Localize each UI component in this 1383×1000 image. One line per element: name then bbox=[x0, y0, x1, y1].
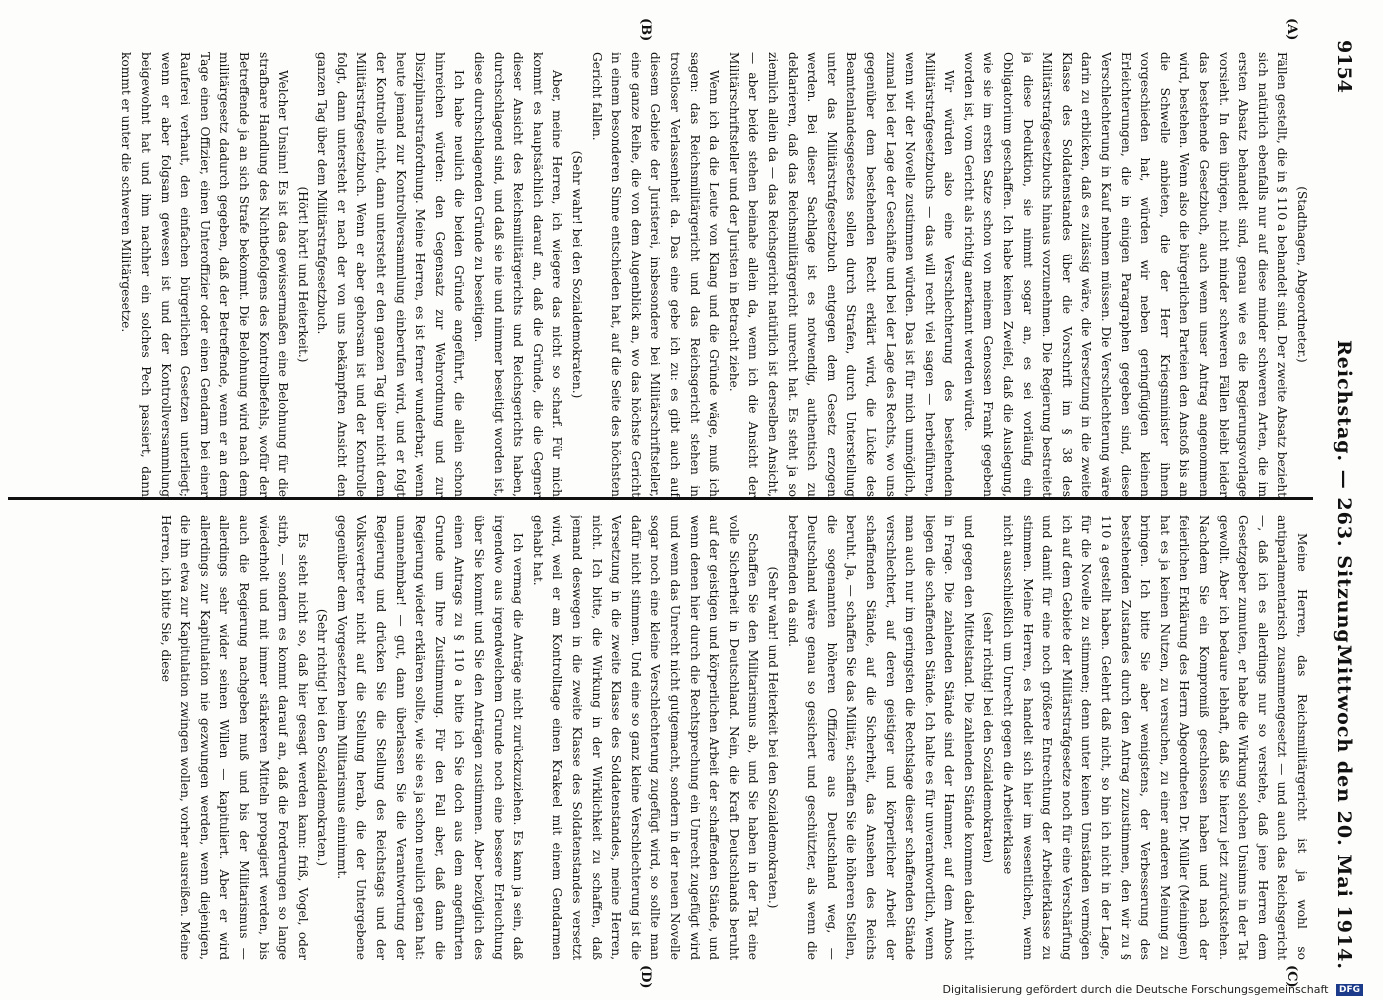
paragraph: (Sehr wahr! und Heiterkeit bei den Sozialdemokraten.) bbox=[765, 566, 780, 909]
margin-marker-a: (A) bbox=[1284, 18, 1299, 41]
column-divider bbox=[8, 497, 1313, 500]
margin-marker-c: (C) bbox=[1284, 965, 1299, 988]
page-title: Reichstag. — 263. Sitzung. bbox=[1333, 340, 1355, 652]
credit-text: Digitalisierung gefördert durch die Deutsche Forschungsgemeinschaft bbox=[942, 983, 1329, 996]
page-number: 9154 bbox=[1333, 40, 1355, 93]
left-column bbox=[11, 52, 1311, 497]
paragraph: (Sehr wahr! bei den Sozialdemokraten.) bbox=[570, 150, 585, 399]
margin-marker-d: (D) bbox=[638, 965, 653, 989]
paragraph: Wenn ich da die Leute von Klang und die Gründe wäge, muß ich sagen: das Reichsmilitärgericht und das Reichsgericht stehen in trostloser Verlassenheit da. Das eine gebe ich zu: es gibt auch auf diesem Gebiete der Juristerei, insbesondere bei Militärschriftsteller, eine ganze Reihe, die von dem Augenblick an, wo das höchste Gericht in einem besonderen Sinne entschieden hat, auf die Seite des höchsten Gericht fallen. bbox=[589, 52, 722, 497]
paragraph: (Hört! hört! und Heiterkeit.) bbox=[295, 186, 310, 363]
paragraph: Fällen gestellt, die in § 110 a behandelt sind. Der zweite Absatz bezieht sich natürlich ebenfalls nur auf diese minder schweren Arten, die im ersten Absatz behandelt sind, genau wie es die Regierungsvorlage vorsieht. In den übrigen, nicht minder schweren Fällen bleibt leider das bestehende Gesetzbuch, auch wenn unser Antrag angenommen wird, bestehen. Wenn also die bürgerlichen Parteien den Anstoß bis an die Schwelle anbieten, die der Herr Kriegsminister ihnen vorgeschieden hat, würden wir neben geringfügigen kleinen Erleichterungen, die in einigen Paragraphen gegeben sind, diese Verschlechterung in Kauf nehmen müssen. Die Verschlechterung wäre darin zu erblicken, daß es zulässig wäre, die Versetzung in die zweite Klasse des Soldatenstandes über die Vorschrift im § 38 des Militärstrafgesetzbuchs hinaus vorzunehmen. Die Regierung bestreitet ja diese Deduktion, sie nimmt sogar an, es sei vorläufig ein Obligatorium geschaffen. Ich habe keinen Zweifel, daß die Auslegung, wie sie im ersten Satze schon von meinem Genossen Frank gegeben worden ist, vom Gericht als richtig anerkannt werden würde. bbox=[961, 52, 1290, 497]
paragraph: (Sehr richtig! bei den Sozialdemokraten.) bbox=[315, 608, 330, 867]
right-column bbox=[11, 515, 1311, 960]
paragraph: Meine Herren, das Reichsmilitärgericht ist ja wohl so antiparlamentarisch zusammengesetzt — und auch das Reichsgericht —, daß ich es allerdings nur so verstehe, daß jene Herren dem Gesetzgeber zumuten, er habe die Wirkung solchen Unsinns in der Tat gewollt. Aber ich bedaure lebhaft, daß Sie hierzu jetzt zurückstehen. Nachdem Sie ein Kompromiß geschlossen haben und nach der feierlichen Erklärung des Herrn Abgeordneten Dr. Müller (Meiningen) hat es ja keinen Nutzen, zu versuchen, zu einer anderen Meinung zu bringen. Ich bitte Sie aber wenigstens, der Verbesserung des bestehenden Zustandes durch den Antrag zuzustimmen, den wir zu § 110 a gestellt haben. Gelehrt daß nicht, so bin ich nicht in der Lage, für die Novelle zu stimmen; denn unter keinen Umständen vermögen ich auf dem Gebiete der Militärstrafgesetze noch für eine Verschärfung und damit für eine noch größere Entrechtung der Arbeiterklasse zu stimmen. Meine Herren, es handelt sich hier im wesentlichen, wenn nicht ausschließlich um Unrecht gegen die Arbeiterklasse bbox=[1001, 515, 1309, 960]
digitization-credit bbox=[20, 983, 1363, 996]
page-date: Mittwoch den 20. Mai 1914. bbox=[1333, 645, 1355, 970]
paragraph: Welcher Unsinn! Es ist das gewissermaßen eine Belohnung für die strafbare Handlung des Nichtbefolgens des Kontrollbefehls, wofür der Betreffende ja an sich Strafe bekommt. Die Belohnung wird nach dem militärgesetz dadurch gegeben, daß der Betreffende, wenn er an dem Tage einen Offizier, einen Unteroffizier oder einen Gendarm bei einer Rauferei verhaut, den einfachen bürgerlichen Gesetzen unterliegt; wenn er aber folgsam gewesen ist und der Kontrollversammlung beigewohnt hat und ihm nachher ein solches Pech passiert, dann kommt er unter die schweren Militärgesetze. bbox=[119, 52, 291, 497]
paragraph: (Stadthagen, Abgeordneter.) bbox=[1295, 186, 1309, 363]
paragraph: Ich habe neulich die beiden Gründe angeführt, die allein schon hinreichen würden: den Gegensatz zur Wehrordnung und zur Disziplinarstrafordnung. Meine Herren, es ist ferner wunderbar, wenn heute jemand zur Kontrollversammlung einberufen wird, und er folgt der Kontrolle nicht, dann untersteht er den ganzen Tag über nicht dem Militärstrafgesetzbuch. Wenn er aber gehorsam ist und der Kontrolle folgt, dann untersteht er nach der von uns bekämpften Ansicht den ganzen Tag über dem Militärstrafgesetzbuch. bbox=[315, 52, 467, 497]
paragraph: Schaffen Sie den Militarismus ab, und Sie haben in der Tat eine volle Sicherheit in Deutschland. Nein, die Kraft Deutschlands beruht auf der geistigen und körperlichen Arbeit der schaffenden Stände, und wenn denen hier durch die Rechtsprechung ein Unrecht zugefügt wird und wenn das Unrecht nicht gutgemacht, sondern in der neuen Novelle sogar noch eine kleine Verschlechterung zugefügt wird, so sollte man dafür nicht stimmen. Und eine so ganz kleine Verschlechterung ist die Versetzung in die zweite Klasse des Soldatenstandes, meine Herren, nicht. Ich bitte, die Wirkung in der Wirklichkeit zu schaffen, daß jemand deswegen in die zweite Klasse des Soldatenstandes versetzt wird, weil er am Kontrolltage einen Krakeel mit einem Gendarmen gehabt hat. bbox=[530, 515, 761, 960]
dfg-logo: DFG bbox=[1336, 984, 1363, 996]
paragraph: und gegen den Mittelstand. Die zahlenden Stände kommen dabei nicht in Frage. Die zahlenden Stände sind der Hammer, auf dem Ambos liegen die schaffenden Stände. Ich halte es für unverantwortlich, wenn man auch nur im geringsten die Rechtslage dieser schaffenden Stände verschlechtert, auf deren geistiger und körperlicher Arbeit der schaffenden Stände, auf die Sicherheit, das Ansehen des Reichs beruht. Ja, — schaffen Sie das Militär, schaffen Sie die höheren Stellen, die sogenannten höheren Offiziere aus Deutschland weg, — Deutschland wäre genau so gesichert und geschützter, als wenn die betreffenden da sind. bbox=[785, 515, 976, 960]
margin-marker-b: (B) bbox=[638, 18, 653, 42]
paragraph: Aber, meine Herren, ich wiegere das nicht so scharf. Für mich kommt es hauptsächlich darauf an, daß die Gründe, die die Gegner dieser Ansicht des Reichsmilitärgerichts und Reichsgerichts haben, durchschlagend sind, und daß sie nie und nimmer beseitigt worden ist, diese durchschlagenden Gründe zu beseitigen. bbox=[472, 52, 565, 497]
paragraph: Ich vermag die Anträge nicht zurückzuziehen. Es kann ja sein, daß irgendwo aus irgendwelchem Grunde noch eine bessere Erleuchtung über Sie kommt und Sie den Anträgen zustimmen. Aber bezüglich des einen Antrags zu § 110 a bitte ich Sie doch aus dem angeführten Grunde um Ihre Zustimmung. Für den Fall aber, daß dann die Regierung wieder erklären sollte, wie sie es ja schon neulich getan hat: unannehmbar! — gut, dann überlassen Sie die Verantwortung der Regierung und drücken Sie die Stellung des Reichstags und der Volksvertreter nicht auf die Stellung herab, die der Untergebene gegenüber dem Vorgesetzten beim Militarismus einnimmt. bbox=[334, 515, 526, 960]
paragraph: Es steht nicht so, daß hier gesagt werden kann: friß, Vogel, oder stirb, — sondern es kommt darauf an, daß die Forderungen so lange wiederholt und mit immer stärkeren Mitteln propagiert werden, bis auch die Regierung nachgeben muß und bis der Militarismus — allerdings sehr wider seinen Willen — kapituliert. Aber er wird allerdings zur Kapitulation nie gezwungen werden, wenn diejenigen, die ihn etwa zur Kapitulation zwingen wollen, vorher ausreißen. Meine Herren, ich bitte Sie, diese bbox=[158, 515, 310, 960]
paragraph: (sehr richtig! bei den Sozialdemokraten) bbox=[981, 611, 996, 864]
page-header bbox=[1327, 40, 1361, 970]
paragraph: Wir würden also eine Verschlechterung des bestehenden Militärstrafgesetzbuchs — das will recht viel sagen — herbeiführen, wenn wir der Novelle zustimmen würden. Das ist für mich unmöglich, zumal bei der Lage der Geschäfte und bei der Lage des Rechts, wo uns gegenüber dem bestehenden Recht erklärt wird, die Lücke des Beamtenlandesgesetzes sollen durch Strafen, durch Unterstellung unter das Militärstrafgesetzbuch entgegen dem Gesetz erzogen werden. Bei dieser Sachlage ist es notwendig, authentisch zu deklarieren, daß das Reichsmilitärgericht unrecht hat. Es steht ja so ziemlich allein da — das Reichsgericht natürlich ist derselben Ansicht, — aber beide stehen beinahe allein da, wenn ich die Ansicht der Militärschriftsteller und der Juristen in Betracht ziehe. bbox=[726, 52, 957, 497]
